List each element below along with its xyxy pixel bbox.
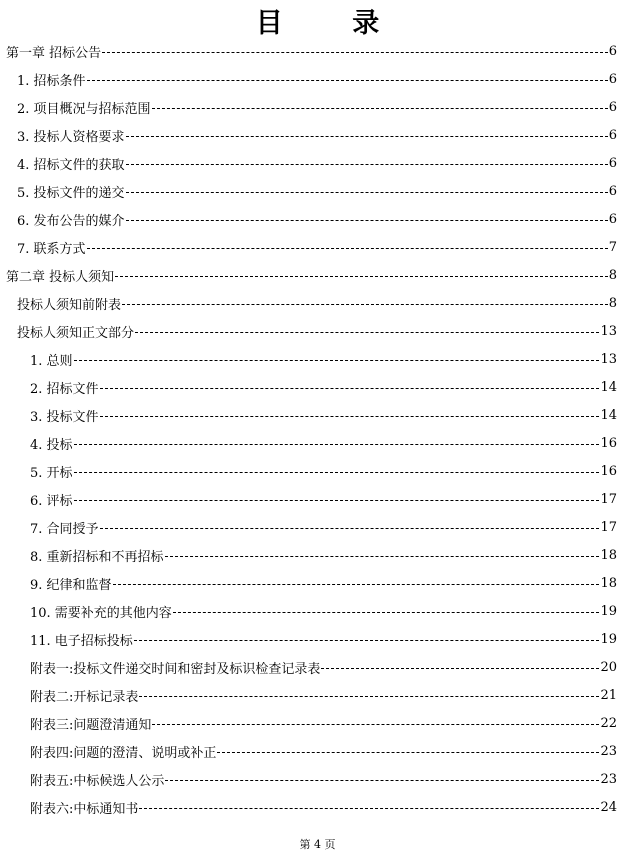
dot-leader bbox=[165, 556, 600, 557]
toc-entry-label: 6. 发布公告的媒介 bbox=[17, 213, 125, 229]
toc-entry[interactable] bbox=[0, 765, 635, 793]
toc-entry-label: 7. 联系方式 bbox=[17, 241, 86, 257]
dot-leader bbox=[74, 360, 600, 361]
toc-entry-page: 21 bbox=[600, 687, 617, 703]
dot-leader bbox=[102, 52, 608, 53]
toc-entry-page: 6 bbox=[608, 43, 617, 59]
toc-entry-label: 1. 招标条件 bbox=[17, 73, 86, 89]
toc-entry-page: 18 bbox=[600, 547, 617, 563]
toc-entry-page: 16 bbox=[600, 463, 617, 479]
toc-entry-page: 17 bbox=[600, 519, 617, 535]
toc-entry-label: 附表六:中标通知书 bbox=[30, 801, 139, 817]
dot-leader bbox=[135, 332, 599, 333]
dot-leader bbox=[87, 248, 608, 249]
dot-leader bbox=[321, 668, 599, 669]
page-footer: 第 4 页 bbox=[299, 838, 336, 851]
toc-entry-label: 8. 重新招标和不再招标 bbox=[30, 549, 164, 565]
toc-entry-page: 20 bbox=[600, 659, 617, 675]
dot-leader bbox=[100, 388, 600, 389]
toc-entry-page: 23 bbox=[600, 743, 617, 759]
toc-entry[interactable] bbox=[0, 345, 635, 373]
toc-entry-label: 3. 投标文件 bbox=[30, 409, 99, 425]
toc-entry-page: 13 bbox=[600, 323, 617, 339]
dot-leader bbox=[87, 80, 608, 81]
dot-leader bbox=[126, 192, 608, 193]
dot-leader bbox=[173, 612, 600, 613]
toc-entry-page: 6 bbox=[608, 127, 617, 143]
toc-entry[interactable] bbox=[0, 121, 635, 149]
toc-entry[interactable] bbox=[0, 569, 635, 597]
toc-entry-label: 投标人须知正文部分 bbox=[17, 325, 135, 341]
toc-entry-label: 3. 投标人资格要求 bbox=[17, 129, 125, 145]
toc-entry-page: 24 bbox=[600, 799, 617, 815]
dot-leader bbox=[217, 752, 599, 753]
toc-entry-label: 5. 开标 bbox=[30, 465, 73, 481]
toc-entry-label: 2. 招标文件 bbox=[30, 381, 99, 397]
dot-leader bbox=[74, 472, 600, 473]
toc-entry-label: 4. 投标 bbox=[30, 437, 73, 453]
dot-leader bbox=[115, 276, 608, 277]
toc-entry-label: 第二章 投标人须知 bbox=[6, 269, 115, 285]
toc-entry-label: 附表四:问题的澄清、说明或补正 bbox=[30, 745, 217, 761]
toc-entry-label: 10. 需要补充的其他内容 bbox=[30, 605, 172, 621]
toc-entry-page: 7 bbox=[608, 239, 617, 255]
toc-entry-page: 6 bbox=[608, 183, 617, 199]
toc-entry-label: 附表三:问题澄清通知 bbox=[30, 717, 152, 733]
toc-entry[interactable] bbox=[0, 401, 635, 429]
toc-entry[interactable] bbox=[0, 513, 635, 541]
toc-entry-page: 8 bbox=[608, 295, 617, 311]
toc-entry[interactable] bbox=[0, 37, 635, 65]
toc-entry-label: 7. 合同授予 bbox=[30, 521, 99, 537]
toc-entry-label: 投标人须知前附表 bbox=[17, 297, 122, 313]
toc-entry-page: 13 bbox=[600, 351, 617, 367]
dot-leader bbox=[152, 724, 599, 725]
toc-entry[interactable] bbox=[0, 65, 635, 93]
dot-leader bbox=[152, 108, 608, 109]
toc-entry-label: 4. 招标文件的获取 bbox=[17, 157, 125, 173]
dot-leader bbox=[74, 500, 600, 501]
dot-leader bbox=[100, 416, 600, 417]
toc-entry-label: 第一章 招标公告 bbox=[6, 45, 102, 61]
dot-leader bbox=[74, 444, 600, 445]
toc-entry-label: 附表二:开标记录表 bbox=[30, 689, 139, 705]
toc-entry-page: 22 bbox=[600, 715, 617, 731]
toc-entry[interactable] bbox=[0, 93, 635, 121]
toc-entry[interactable] bbox=[0, 149, 635, 177]
toc-entry-page: 14 bbox=[600, 379, 617, 395]
toc-entry-label: 5. 投标文件的递交 bbox=[17, 185, 125, 201]
dot-leader bbox=[126, 136, 608, 137]
toc-entry-page: 17 bbox=[600, 491, 617, 507]
toc-entry-label: 1. 总则 bbox=[30, 353, 73, 369]
dot-leader bbox=[134, 640, 600, 641]
dot-leader bbox=[165, 780, 599, 781]
toc-entry-page: 6 bbox=[608, 71, 617, 87]
toc-entry[interactable] bbox=[0, 597, 635, 625]
dot-leader bbox=[139, 808, 599, 809]
toc-entry[interactable] bbox=[0, 289, 635, 317]
toc-entry-label: 6. 评标 bbox=[30, 493, 73, 509]
toc-entry[interactable] bbox=[0, 541, 635, 569]
toc-entry[interactable] bbox=[0, 485, 635, 513]
toc-entry[interactable] bbox=[0, 233, 635, 261]
dot-leader bbox=[139, 696, 599, 697]
toc-entry[interactable] bbox=[0, 681, 635, 709]
toc-entry-page: 8 bbox=[608, 267, 617, 283]
dot-leader bbox=[122, 304, 608, 305]
table-of-contents bbox=[0, 37, 635, 821]
toc-entry-page: 6 bbox=[608, 155, 617, 171]
page-title: 目 录 bbox=[255, 8, 410, 39]
dot-leader bbox=[100, 528, 600, 529]
toc-entry-page: 19 bbox=[600, 631, 617, 647]
toc-entry[interactable] bbox=[0, 429, 635, 457]
toc-entry[interactable] bbox=[0, 653, 635, 681]
toc-entry-label: 附表五:中标候选人公示 bbox=[30, 773, 165, 789]
toc-entry[interactable] bbox=[0, 737, 635, 765]
toc-entry-label: 附表一:投标文件递交时间和密封及标识检查记录表 bbox=[30, 661, 321, 677]
toc-entry-page: 6 bbox=[608, 99, 617, 115]
toc-entry-page: 23 bbox=[600, 771, 617, 787]
toc-entry[interactable] bbox=[0, 709, 635, 737]
toc-entry[interactable] bbox=[0, 793, 635, 821]
toc-entry[interactable] bbox=[0, 317, 635, 345]
toc-entry-page: 19 bbox=[600, 603, 617, 619]
toc-entry[interactable] bbox=[0, 457, 635, 485]
toc-entry-page: 14 bbox=[600, 407, 617, 423]
toc-entry-label: 9. 纪律和监督 bbox=[30, 577, 112, 593]
toc-entry[interactable] bbox=[0, 177, 635, 205]
dot-leader bbox=[126, 164, 608, 165]
dot-leader bbox=[126, 220, 608, 221]
toc-entry-label: 11. 电子招标投标 bbox=[30, 633, 133, 649]
toc-entry[interactable] bbox=[0, 205, 635, 233]
dot-leader bbox=[113, 584, 600, 585]
toc-entry-page: 6 bbox=[608, 211, 617, 227]
toc-entry-page: 18 bbox=[600, 575, 617, 591]
toc-entry[interactable] bbox=[0, 261, 635, 289]
toc-entry[interactable] bbox=[0, 625, 635, 653]
toc-entry[interactable] bbox=[0, 373, 635, 401]
toc-entry-page: 16 bbox=[600, 435, 617, 451]
toc-entry-label: 2. 项目概况与招标范围 bbox=[17, 101, 151, 117]
